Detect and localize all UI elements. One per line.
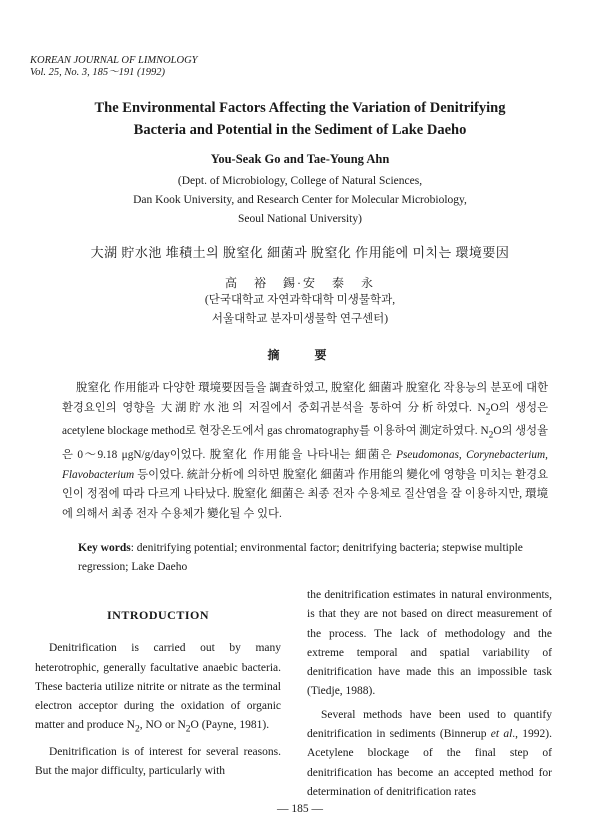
- affiliation-line-1: (Dept. of Microbiology, College of Natural Sciences,: [177, 175, 423, 187]
- affiliation-line-2: Dan Kook University, and Research Center for Molecular Microbiology,: [133, 194, 467, 206]
- page-number: — 185 —: [277, 803, 323, 815]
- journal-name: KOREAN JOURNAL OF LIMNOLOGY: [30, 55, 198, 66]
- keywords: [78, 539, 548, 577]
- paper-title: [40, 97, 560, 141]
- keywords-label: Key words: [78, 542, 131, 554]
- intro-paragraph-2-continued: the denitrification estimates in natural environments, is that they are not based on direct measurement of the process. The lack of methodology and the extreme temporal and spatial variability of denitrification have made this an impossible task (Tiedje, 1988).: [307, 589, 552, 698]
- authors: You-Seak Go and Tae-Young Ahn: [210, 152, 390, 166]
- intro-paragraph-2: Denitrification is of interest for several reasons. But the major difficulty, particularly with: [35, 746, 281, 778]
- abstract-paragraph: 脫窒化 作用能과 다양한 環境要因들을 調査하였고, 脫窒化 細菌과 脫窒化 작용능의 분포에 대한 환경요인의 영향을 大湖貯水池의 저질에서 중회귀분석을 통하여 分析하였다. $N_2O$의 생성은 acetylene blockage method로 현장온도에서 gas chromatography를 이용하여 測定하였다. $N_2O$의 생성율은 0～9.18 μgN/g/day이었다. 脫窒化 作用能을 나타내는 細菌은 Pseudomonas, Corynebacterium, Flavobacterium 등이었다. 統計分析에 의하면 脫窒化 細菌과 作用能의 變化에 영향을 미치는 환경요인이 정점에 따라 다르게 나타났다. 脫窒化 細菌은 최종 전자 수용체로 질산염을 잘 이용하지만, 環境에 의해서 최종 전자 수용체가 變化될 수 있다.: [62, 382, 549, 520]
- journal-header: [30, 55, 198, 79]
- korean-authors: 高 裕 錫·安 泰 永: [225, 276, 375, 290]
- intro-paragraph-3: Several methods have been used to quantify denitrification in sediments (Binnerup et al., 1992). Acetylene blockage of the final step of denitrification has become an accepted method for determination of denitrification rates: [307, 708, 552, 798]
- korean-affiliation-line-1: (단국대학교 자연과학대학 미생물학과,: [204, 294, 396, 306]
- korean-title: 大湖 貯水池 堆積土의 脫窒化 細菌과 脫窒化 作用能에 미치는 環境要因: [90, 245, 510, 260]
- bacteria-genera: Pseudomonas, Corynebacterium, Flavobacterium: [62, 449, 548, 481]
- korean-affiliation: [0, 291, 600, 329]
- korean-affiliation-line-2: 서울대학교 분자미생물학 연구센터): [211, 313, 389, 325]
- abstract: [62, 379, 548, 524]
- right-column: [307, 586, 552, 802]
- introduction-heading: INTRODUCTION: [106, 608, 209, 622]
- affiliation: [0, 172, 600, 229]
- left-column: [35, 597, 281, 782]
- intro-paragraph-1: Denitrification is carried out by many heterotrophic, generally facultative anaebic bacteria. These bacteria utilize nitrite or nitrate as the terminal electron acceptor during the oxidation of organic matter and produce $N_2$, NO or $N_2O$ (Payne, 1981).: [35, 642, 281, 735]
- title-line-2: Bacteria and Potential in the Sediment of Lake Daeho: [133, 122, 467, 138]
- title-line-1: The Environmental Factors Affecting the Variation of Denitrifying: [94, 100, 506, 116]
- abstract-heading: 摘 要: [267, 348, 333, 362]
- keywords-text: : denitrifying potential; environmental factor; denitrifying bacteria; stepwise multiple regression; Lake Daeho: [78, 542, 523, 573]
- journal-issue: Vol. 25, No. 3, 185～191 (1992): [30, 67, 166, 78]
- affiliation-line-3: Seoul National University): [238, 213, 362, 225]
